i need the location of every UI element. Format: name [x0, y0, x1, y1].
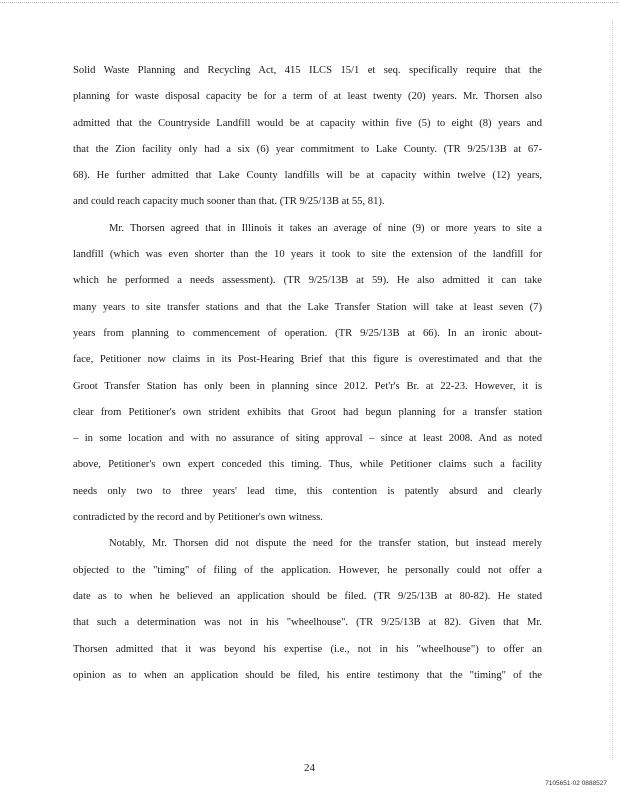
text-line: years from planning to commencement of operation. (TR 9/25/13B at 66). In an ironic about- — [73, 327, 542, 339]
text-line: and could reach capacity much sooner than that. (TR 9/25/13B at 55, 81). — [73, 196, 385, 208]
text-line: planning for waste disposal capacity be for a term of at least twenty (20) years. Mr. Thorsen also — [73, 91, 542, 103]
text-line: which he performed a needs assessment). (TR 9/25/13B at 59). He also admitted it can take — [73, 275, 542, 287]
text-line: above, Petitioner's own expert conceded this timing. Thus, while Petitioner claims such a facility — [73, 459, 542, 471]
text-line: needs only two to three years' lead time, this contention is patently absurd and clearly — [73, 485, 542, 497]
text-line: that the Zion facility only had a six (6) year commitment to Lake County. (TR 9/25/13B at 67- — [73, 143, 542, 155]
text-line: Solid Waste Planning and Recycling Act, 415 ILCS 15/1 et seq. specifically require that the — [73, 65, 542, 76]
text-line: – in some location and with no assurance of siting approval – since at least 2008. And as noted — [73, 433, 542, 445]
text-line: Mr. Thorsen agreed that in Illinois it takes an average of nine (9) or more years to site a — [109, 222, 542, 234]
text-line: 68). He further admitted that Lake County landfills will be at capacity within twelve (12) years, — [73, 170, 542, 182]
page-number: 24 — [304, 762, 315, 774]
text-line: many years to site transfer stations and that the Lake Transfer Station will take at least seven (7) — [73, 301, 542, 313]
text-line: Groot Transfer Station has only been in planning since 2012. Pet'r's Br. at 22-23. However, it is — [73, 380, 542, 392]
text-line: contradicted by the record and by Petitioner's own witness. — [73, 512, 323, 524]
scan-right-edge — [610, 20, 613, 760]
text-line: opinion as to when an application should be filed, his entire testimony that the "timing" of the — [73, 669, 542, 681]
text-line: date as to when he believed an application should be filed. (TR 9/25/13B at 80-82). He stated — [73, 590, 542, 602]
text-line: admitted that the Countryside Landfill would be at capacity within five (5) to eight (8) years and — [73, 117, 542, 129]
text-line: clear from Petitioner's own strident exhibits that Groot had begun planning for a transfer station — [73, 406, 542, 418]
body-text — [73, 58, 542, 689]
scan-top-edge — [0, 2, 619, 5]
text-line: face, Petitioner now claims in its Post-Hearing Brief that this figure is overestimated and that the — [73, 354, 542, 366]
text-line: that such a determination was not in his "wheelhouse". (TR 9/25/13B at 82). Given that Mr. — [73, 617, 542, 629]
text-line: Thorsen admitted that it was beyond his expertise (i.e., not in his "wheelhouse") to offer an — [73, 643, 542, 655]
document-id: 7105651·02 0888527 — [545, 780, 607, 787]
text-line: objected to the "timing" of filing of the application. However, he personally could not offer a — [73, 564, 542, 576]
text-line: Notably, Mr. Thorsen did not dispute the need for the transfer station, but instead merely — [109, 538, 542, 550]
text-line: landfill (which was even shorter than the 10 years it took to site the extension of the landfill for — [73, 249, 542, 261]
